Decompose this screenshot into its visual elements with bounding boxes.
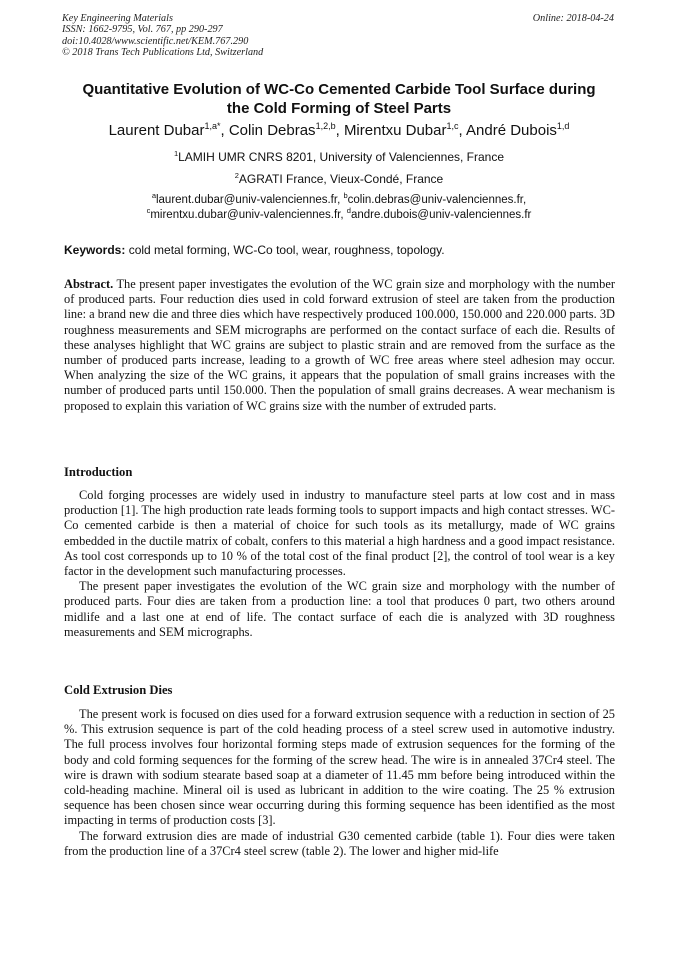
keywords xyxy=(64,243,616,257)
affiliation-2 xyxy=(30,172,648,186)
title-line-1: Quantitative Evolution of WC-Co Cemented Carbide Tool Surface during xyxy=(82,81,596,98)
email-a: laurent.dubar@univ-valenciennes.fr, xyxy=(155,194,344,206)
paragraph: Cold forging processes are widely used in industry to manufacture steel parts at low cost and in mass production [1]. The high production rate leads forming tools to support impacts and high contact stresses. WC-Co cemented carbide is then a material of choice for such tools as its metallurgy, made of WC grains embedded in the ductile matrix of cobalt, confers to this material a high hardness and a good impact resistance. As tool cost corresponds up to 10 % of the total cost of the final product [2], the control of tool wear is a key factor in the development such manufacturing processes. xyxy=(64,488,615,579)
abstract xyxy=(64,277,615,414)
author-separator: , xyxy=(458,122,467,139)
paragraph: The present paper investigates the evolution of the WC grain size and morphology with the number of produced parts. Four dies are taken from a production line: a tool that produces 0 part, two others around midlife and a last one at end of life. The contact surface of each die is analyzed with 3D roughness measurements and SEM micrographs. xyxy=(64,579,615,639)
keywords-text: cold metal forming, WC-Co tool, wear, roughness, topology. xyxy=(125,243,445,257)
abstract-text: The present paper investigates the evolution of the WC grain size and morphology with the number of produced parts. Four reduction dies used in cold forward extrusion of steel are taken from the production line: a brand new die and three dies which have respectively produced 100.000, 150.000 and 220.000 parts. 3D roughness measurements and SEM micrographs are performed on the contact surface of each die. Results of these analyses highlight that WC grains are subject to plastic strain and are removed from the surface as the number of produced parts increase, leading to a growth of WC free areas where steel adhesion may occur. When analyzing the size of the WC grains, it appears that the population of small grains increases with the number of produced parts until 150.000. Then the population of small grains decreases. A wear mechanism is proposed to explain this variation of WC grains size with the number of extruded parts. xyxy=(64,277,615,413)
abstract-label: Abstract. xyxy=(64,277,114,291)
issn-line: ISSN: 1662-9795, Vol. 767, pp 290-297 xyxy=(62,24,223,36)
copyright-line: © 2018 Trans Tech Publications Ltd, Switzerland xyxy=(62,47,264,59)
keywords-label: Keywords: xyxy=(64,243,126,257)
email-b: colin.debras@univ-valenciennes.fr, xyxy=(347,194,527,206)
email-c: mirentxu.dubar@univ-valenciennes.fr, xyxy=(150,208,347,221)
author-superscript: 1,a* xyxy=(204,121,221,131)
affiliation-1 xyxy=(30,150,648,164)
email-superscript: d xyxy=(346,205,351,215)
email-superscript: a xyxy=(151,191,156,200)
doi-line: doi:10.4028/www.scientific.net/KEM.767.290 xyxy=(62,35,249,47)
email-d: andre.dubois@univ-valenciennes.fr xyxy=(350,208,532,221)
online-date: Online: 2018-04-24 xyxy=(532,13,614,24)
introduction-body xyxy=(64,488,615,640)
author-name: Mirentxu Dubar xyxy=(343,122,447,139)
email-superscript: c xyxy=(146,205,151,215)
author-name: André Dubois xyxy=(466,122,557,139)
title-line-2: the Cold Forming of Steel Parts xyxy=(226,100,452,117)
paragraph: The forward extrusion dies are made of industrial G30 cemented carbide (table 1). Four dies were taken from the production line of a 37Cr4 steel screw (table 2). The lower and higher mid-life xyxy=(64,828,615,858)
section-heading-introduction: Introduction xyxy=(64,465,133,479)
author-superscript: 1,d xyxy=(556,121,570,131)
paragraph: The present work is focused on dies used for a forward extrusion sequence with a reduction in section of 25 %. This extrusion sequence is part of the cold heading process of a steel screw used in automotive industry. The full process involves four horizontal forming steps made of extrusion sequences for the forming of the body and cold forming sequences for the forming of the screw head. The wire is in annealed 37Cr4 steel. The wire is drawn with sodium stearate based soap at a diameter of 11.45 mm before being introduced within the cold-heading machine. Mineral oil is used as lubricant in addition to the wire coating. The 25 % extrusion sequence has been chosen since wear occurring during this forming sequence has been identified as the most impacting in terms of production costs [3]. xyxy=(64,707,615,828)
affiliation-superscript: 1 xyxy=(173,149,179,158)
paper-title xyxy=(40,80,638,118)
author-superscript: 1,c xyxy=(446,121,459,131)
author-separator: , xyxy=(335,122,344,139)
affiliation-superscript: 2 xyxy=(234,171,239,180)
journal-name: Key Engineering Materials xyxy=(62,13,173,24)
journal-header xyxy=(62,13,263,59)
cold-extrusion-body xyxy=(64,707,615,859)
affiliation-text: AGRATI France, Vieux-Condé, France xyxy=(238,172,444,186)
author-name: Laurent Dubar xyxy=(108,122,205,139)
email-line-2 xyxy=(30,205,648,223)
author-superscript: 1,2,b xyxy=(315,121,336,131)
author-name: Colin Debras xyxy=(228,122,316,139)
affiliation-text: LAMIH UMR CNRS 8201, University of Valenciennes, France xyxy=(178,150,505,164)
email-line-1 xyxy=(30,193,648,208)
author-separator: , xyxy=(220,122,229,139)
author-list xyxy=(30,121,648,141)
section-heading-cold-extrusion-dies: Cold Extrusion Dies xyxy=(64,683,173,697)
author-emails xyxy=(30,193,648,222)
email-superscript: b xyxy=(343,191,348,200)
